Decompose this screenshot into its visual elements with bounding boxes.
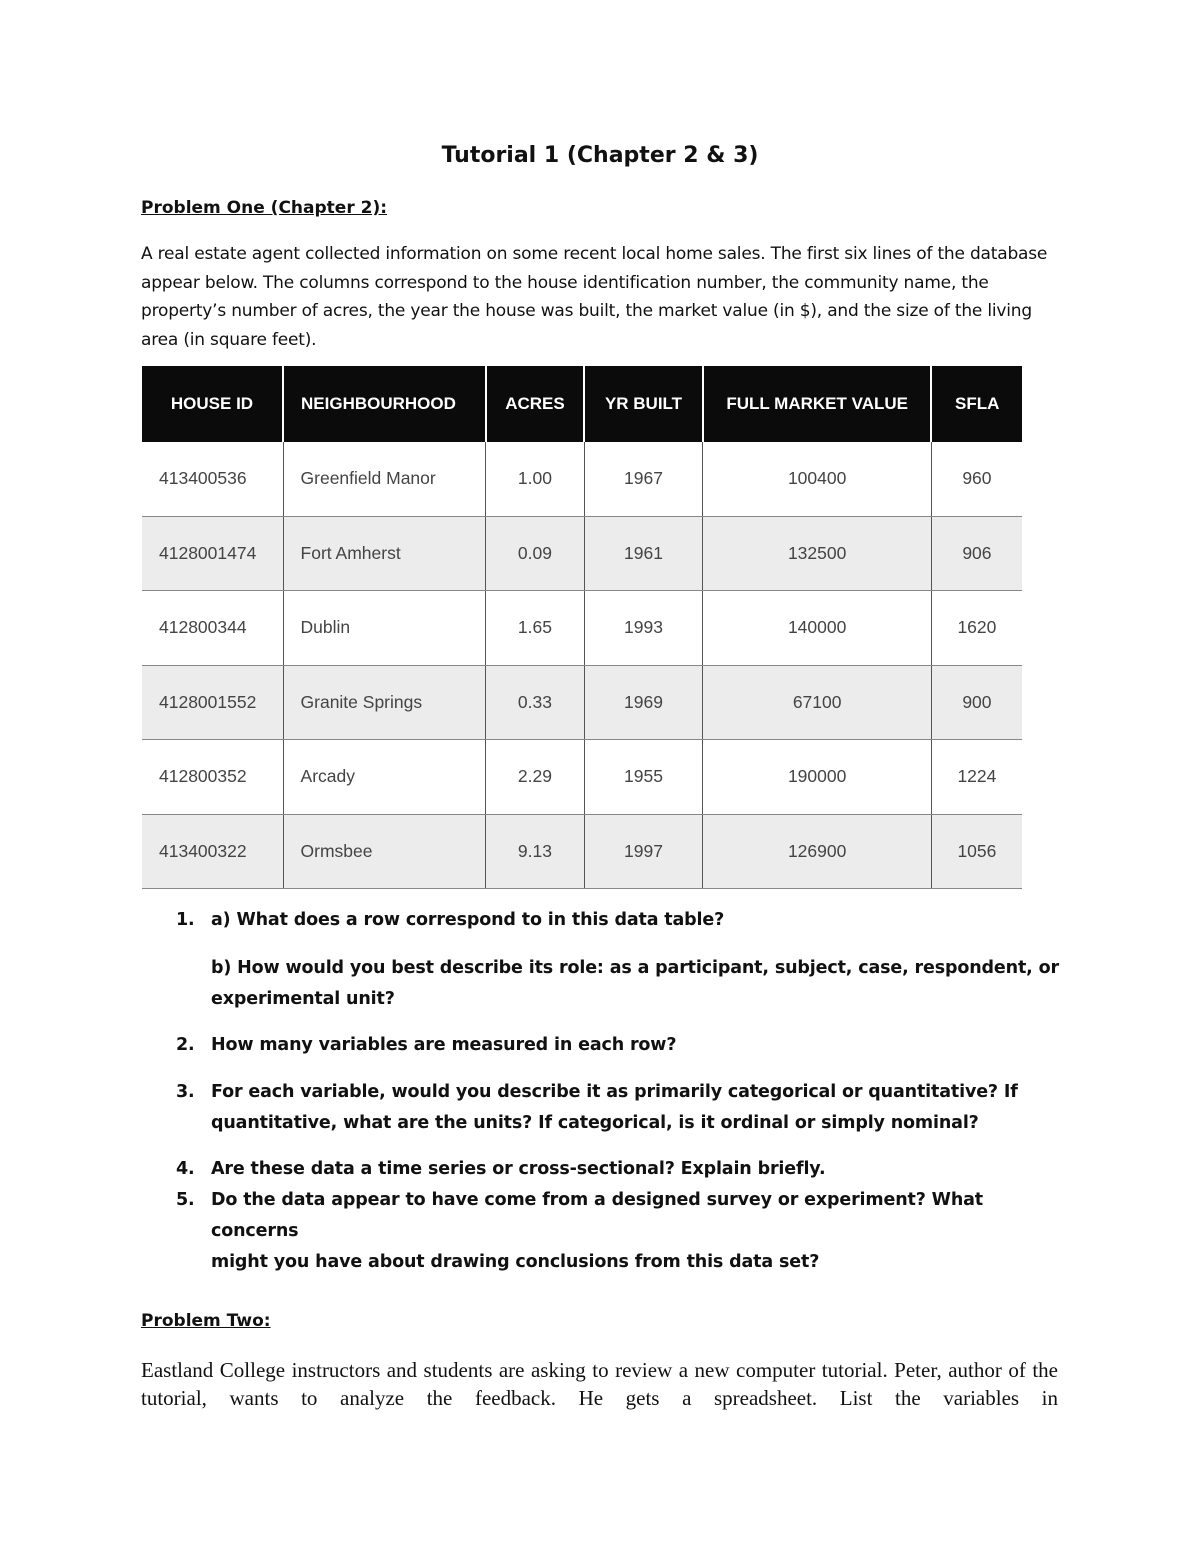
table-row [142,516,1022,591]
house-data-table [142,366,1022,889]
cell-house-id: 413400536 [142,442,283,516]
cell-sfla: 900 [931,665,1022,740]
cell-house-id: 412800344 [142,591,283,666]
question-text [211,953,1071,1015]
question-line: might you have about drawing conclusions from this data set? [211,1252,820,1272]
problem-one-heading: Problem One (Chapter 2): [141,198,388,218]
cell-yr-built: 1993 [584,591,703,666]
table-row [142,740,1022,815]
question-text [211,1077,1071,1139]
header-acres: ACRES [486,366,584,442]
cell-sfla: 1620 [931,591,1022,666]
problem-one-intro: A real estate agent collected information on some recent local home sales. The first six lines of the database appear below. The columns correspond to the house identification number, the community name, the property’s number of acres, the year the house was built, the market value (in $), and the size of the living area (in square feet). [141,244,1048,350]
header-yr-built: YR BUILT [584,366,703,442]
cell-market-value: 100400 [703,442,931,516]
problem-two-text: Eastland College instructors and students are asking to review a new computer tutorial. Peter, author of the tutorial, wants to analyze the feedback. He gets a spreadsheet. List the variables in [141,1358,1058,1410]
header-house-id: HOUSE ID [142,366,283,442]
question-line: b) How would you best describe its role: as a participant, subject, case, respondent, or [211,958,1059,978]
question-line: quantitative, what are the units? If categorical, is it ordinal or simply nominal? [211,1113,979,1133]
header-neighbourhood: NEIGHBOURHOOD [283,366,486,442]
cell-market-value: 190000 [703,740,931,815]
cell-sfla: 1224 [931,740,1022,815]
page-title: Tutorial 1 (Chapter 2 & 3) [441,143,759,168]
question-text: a) What does a row correspond to in this data table? [211,910,725,930]
question-text: Are these data a time series or cross-sectional? Explain briefly. [211,1159,826,1179]
cell-neighbourhood: Granite Springs [283,665,486,740]
question-number: 2. [176,1035,195,1055]
cell-market-value: 126900 [703,814,931,889]
cell-neighbourhood: Arcady [283,740,486,815]
cell-acres: 0.33 [486,665,584,740]
cell-house-id: 4128001552 [142,665,283,740]
question-number: 5. [176,1190,195,1210]
cell-neighbourhood: Ormsbee [283,814,486,889]
cell-market-value: 132500 [703,516,931,591]
problem-two-heading: Problem Two: [141,1311,271,1331]
table-row [142,814,1022,889]
cell-market-value: 67100 [703,665,931,740]
cell-sfla: 960 [931,442,1022,516]
table-header-row [142,366,1022,442]
table-row [142,665,1022,740]
cell-yr-built: 1955 [584,740,703,815]
cell-sfla: 1056 [931,814,1022,889]
question-text [211,1185,1071,1278]
cell-house-id: 412800352 [142,740,283,815]
cell-acres: 0.09 [486,516,584,591]
question-line: For each variable, would you describe it as primarily categorical or quantitative? If [211,1082,1018,1102]
question-line: Do the data appear to have come from a designed survey or experiment? What concerns [211,1190,983,1241]
cell-neighbourhood: Dublin [283,591,486,666]
cell-yr-built: 1997 [584,814,703,889]
cell-acres: 1.65 [486,591,584,666]
cell-yr-built: 1967 [584,442,703,516]
cell-house-id: 4128001474 [142,516,283,591]
table-row [142,591,1022,666]
cell-house-id: 413400322 [142,814,283,889]
question-text: How many variables are measured in each row? [211,1035,677,1055]
header-sfla: SFLA [931,366,1022,442]
question-number: 4. [176,1159,195,1179]
cell-acres: 9.13 [486,814,584,889]
cell-acres: 2.29 [486,740,584,815]
cell-neighbourhood: Greenfield Manor [283,442,486,516]
cell-market-value: 140000 [703,591,931,666]
cell-sfla: 906 [931,516,1022,591]
question-number: 1. [176,910,195,930]
header-full-market-value: FULL MARKET VALUE [703,366,931,442]
cell-neighbourhood: Fort Amherst [283,516,486,591]
cell-yr-built: 1969 [584,665,703,740]
cell-acres: 1.00 [486,442,584,516]
question-number: 3. [176,1082,195,1102]
table-row [142,442,1022,516]
question-line: experimental unit? [211,989,395,1009]
cell-yr-built: 1961 [584,516,703,591]
